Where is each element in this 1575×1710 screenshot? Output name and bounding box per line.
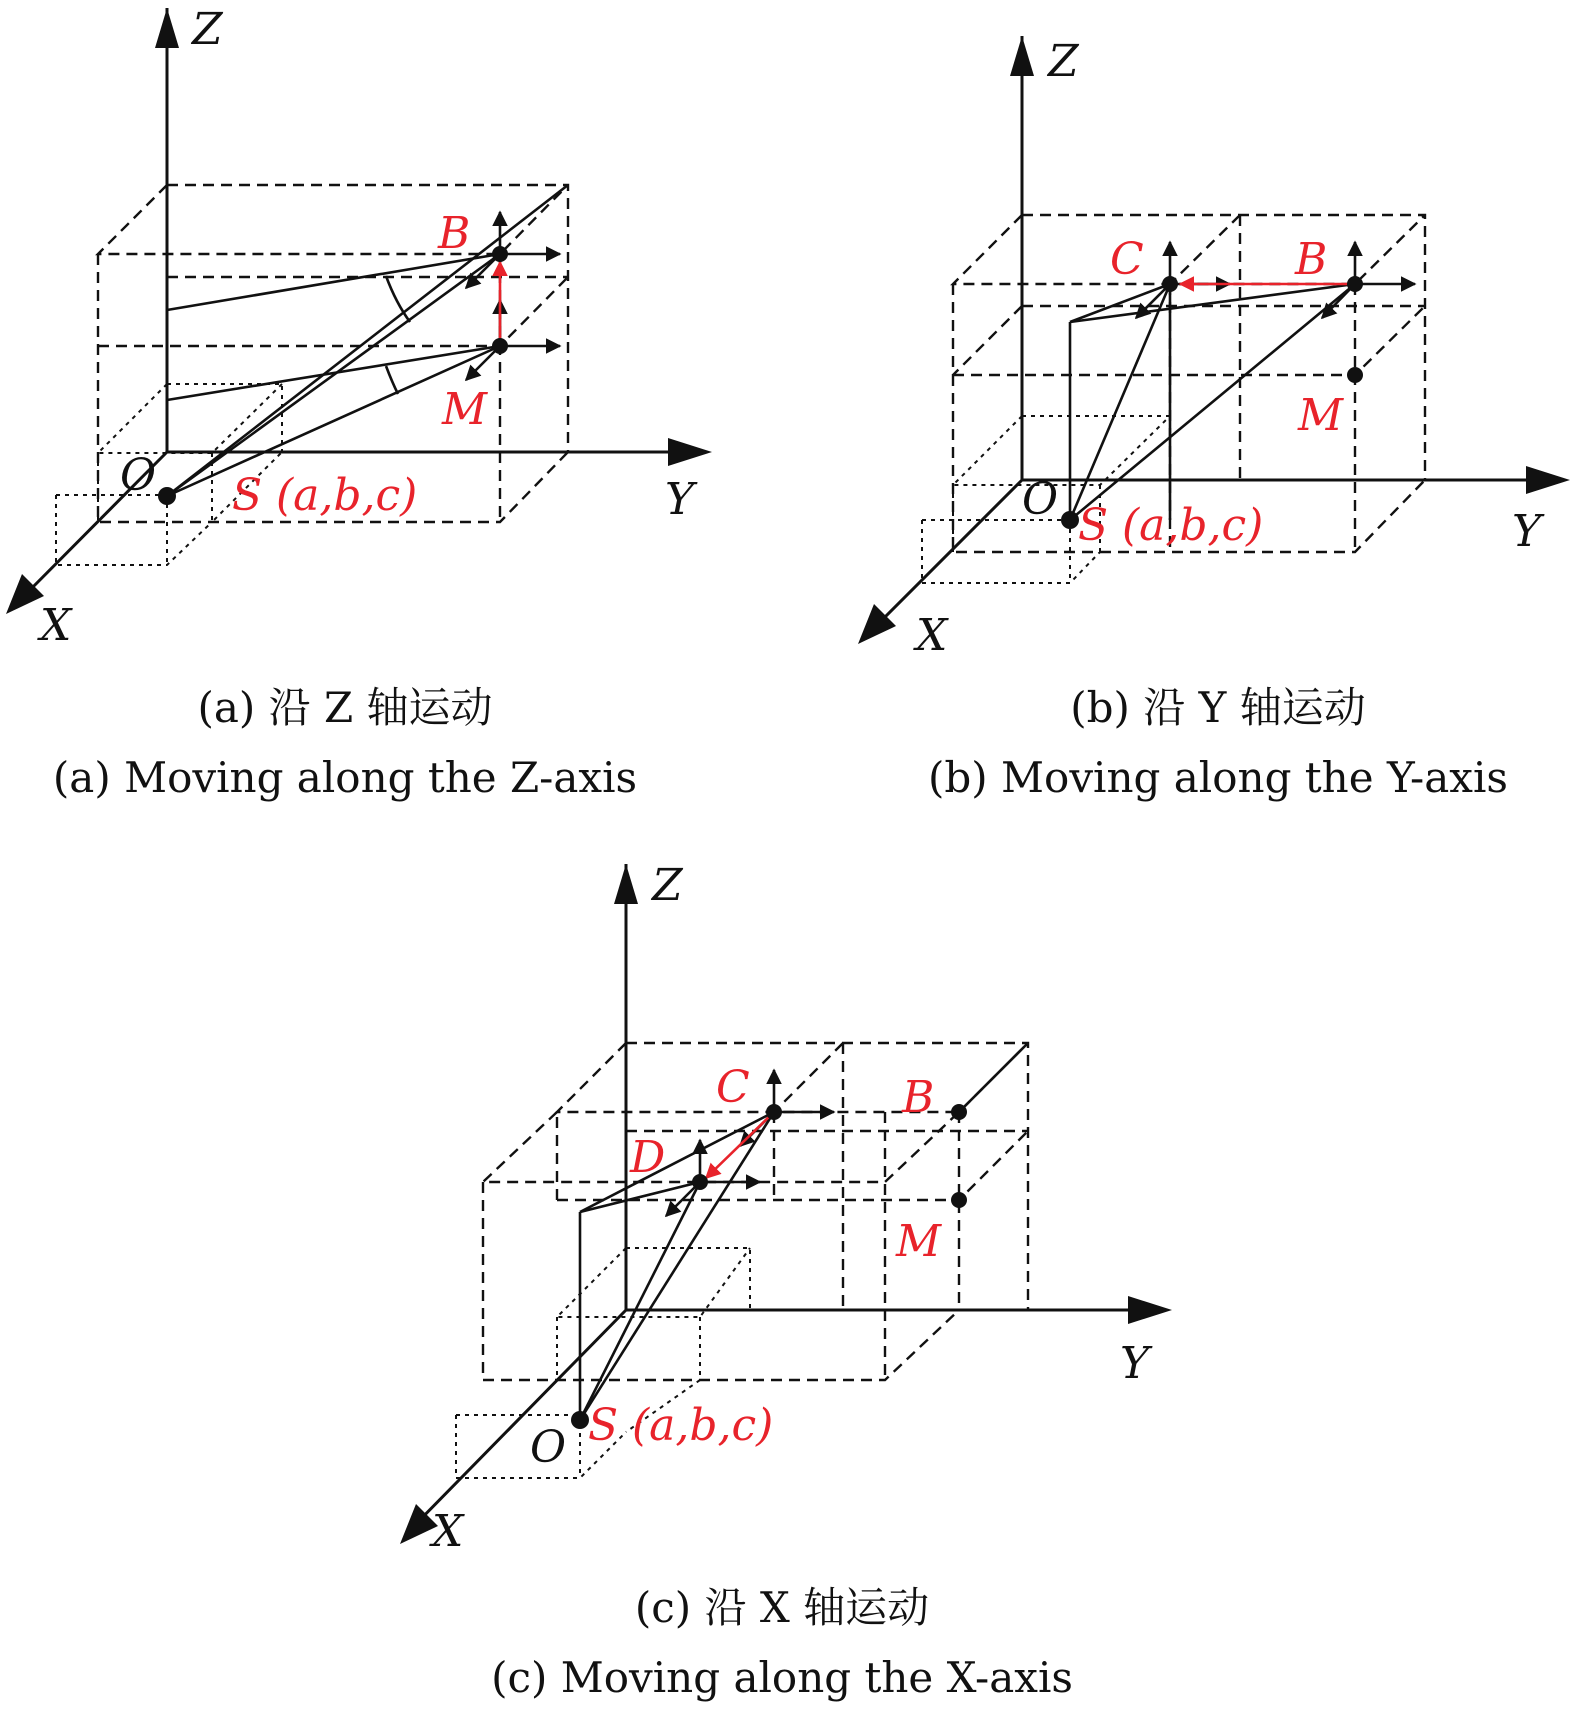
- panel-a-point-m: [492, 338, 508, 354]
- panel-c-x-label: X: [432, 1506, 464, 1557]
- panel-b-point-s: [1061, 511, 1079, 529]
- panel-b-point-b: [1347, 276, 1363, 292]
- panel-b-z-label: Z: [1048, 36, 1079, 87]
- panel-a-x-label: X: [40, 600, 72, 651]
- panel-a-point-b: [492, 246, 508, 262]
- panel-c-m-label: M: [896, 1216, 942, 1267]
- panel-c: [400, 860, 1172, 1702]
- panel-b-s-label: S: [1078, 500, 1109, 551]
- panel-a-y-label: Y: [665, 474, 695, 525]
- panel-c-point-c: [766, 1104, 782, 1120]
- panel-c-caption-zh: (c) 沿 X 轴运动: [634, 1583, 930, 1632]
- panel-c-origin-label: O: [530, 1422, 567, 1473]
- panel-c-axes: [400, 864, 1172, 1544]
- panel-b-origin-label: O: [1022, 474, 1059, 525]
- panel-c-d-label: D: [630, 1132, 666, 1183]
- panel-c-s-label: S: [588, 1400, 619, 1451]
- panel-c-c-label: C: [716, 1062, 750, 1113]
- panel-c-point-m: [951, 1192, 967, 1208]
- panel-a-s-coords: (a,b,c): [276, 470, 418, 521]
- panel-c-vectors: [666, 1070, 834, 1216]
- panel-b-x-label: X: [916, 610, 948, 661]
- panel-c-point-s: [571, 1411, 589, 1429]
- panel-c-rays: [580, 1043, 1028, 1420]
- panel-a-m-label: M: [442, 384, 488, 435]
- panel-c-s-coords: (a,b,c): [632, 1400, 774, 1451]
- panel-b: [858, 36, 1570, 802]
- panel-b-s-coords: (a,b,c): [1122, 500, 1264, 551]
- panel-a-rays: [167, 185, 568, 496]
- panel-b-c-label: C: [1110, 234, 1144, 285]
- panel-c-z-label: Z: [652, 860, 683, 911]
- panel-a-s-label: S: [232, 470, 263, 521]
- panel-b-point-m: [1347, 367, 1363, 383]
- panel-c-y-label: Y: [1120, 1338, 1150, 1389]
- panel-b-y-label: Y: [1512, 506, 1542, 557]
- panel-b-caption-en: (b) Moving along the Y-axis: [928, 753, 1508, 802]
- panel-a-point-s: [158, 487, 176, 505]
- panel-b-b-label: B: [1295, 234, 1328, 285]
- panel-c-point-d: [692, 1174, 708, 1190]
- panel-a-z-label: Z: [192, 4, 223, 55]
- panel-a-origin-label: O: [120, 450, 157, 501]
- panel-b-point-c: [1162, 276, 1178, 292]
- panel-a: [6, 4, 712, 802]
- panel-a-b-label: B: [438, 208, 471, 259]
- panel-c-b-label: B: [902, 1072, 935, 1123]
- panel-c-point-b: [951, 1104, 967, 1120]
- panel-a-caption-en: (a) Moving along the Z-axis: [52, 753, 638, 802]
- panel-b-m-label: M: [1298, 390, 1344, 441]
- panel-a-caption-zh: (a) 沿 Z 轴运动: [197, 683, 493, 732]
- panel-b-caption-zh: (b) 沿 Y 轴运动: [1070, 683, 1366, 732]
- panel-c-caption-en: (c) Moving along the X-axis: [491, 1653, 1073, 1702]
